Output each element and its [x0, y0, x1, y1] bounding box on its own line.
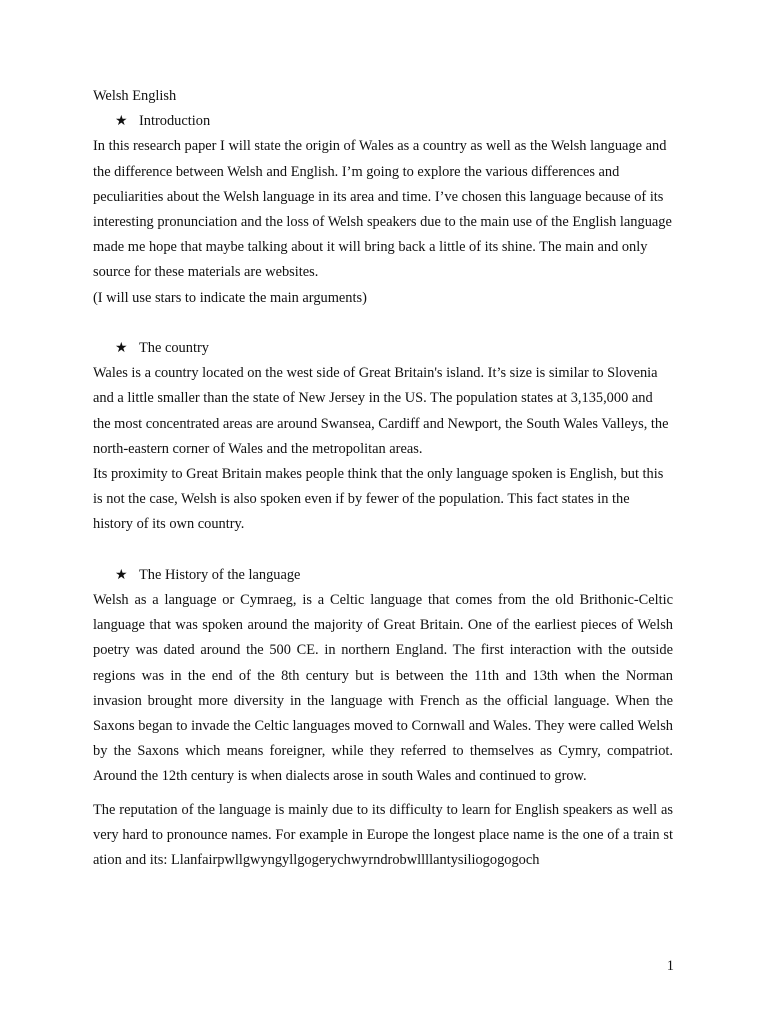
history-paragraph: Welsh as a language or Cymraeg, is a Celtic language that comes from the old Brithonic-Celtic language that was spoken around the majority of Great Britain. One of the earliest pieces of Welsh poetry was dated around the 500 CE. in northern England. The first interaction with the outside regions was in the end of the 8th century but is between the 11th and 13th when the Norman invasion brought more diversity in the language with French as the official language. When the Saxons began to invade the Celtic languages moved to Cornwall and Wales. They were called Welsh by the Saxons which means foreigner, while they referred to themselves as Cymry, compatriot. Around the 12th century is when dialects arose in south Wales and continued to grow.	[93, 592, 673, 785]
section-heading-label: The History of the language	[139, 566, 301, 583]
page-number: 1	[666, 958, 674, 974]
section-heading-label: Introduction	[139, 113, 211, 130]
country-paragraph: Its proximity to Great Britain makes people think that the only language spoken is English, but this is not the case, Welsh is also spoken even if by fewer of the population. This fact states in the history of its own country.	[93, 466, 664, 533]
section-spacer	[93, 311, 673, 336]
star-icon: ★	[115, 113, 128, 130]
star-icon: ★	[115, 340, 128, 357]
section-spacer	[93, 538, 673, 563]
document-page	[93, 84, 673, 873]
section-heading-label: The country	[139, 340, 209, 357]
star-icon: ★	[115, 566, 128, 583]
section-heading-introduction	[93, 109, 673, 134]
paragraph-spacer	[93, 790, 673, 798]
intro-note: (I will use stars to indicate the main arguments)	[93, 289, 367, 306]
history-paragraph: The reputation of the language is mainly due to its difficulty to learn for English speakers as well as very hard to pronounce names. For example in Europe the longest place name is the one of a train station and its: Llanfairpwllgwyngyllgogerychwyrndrobwllllantysiliogogogoch	[93, 801, 673, 869]
section-heading-country	[93, 336, 673, 361]
section-heading-history	[93, 563, 673, 588]
country-paragraph: Wales is a country located on the west side of Great Britain's island. It’s size is similar to Slovenia and a little smaller than the state of New Jersey in the US. The population states at 3,135,000 and the most concentrated areas are around Swansea, Cardiff and Newport, the South Wales Valleys, the north-eastern corner of Wales and the metropolitan areas.	[93, 365, 669, 457]
document-title: Welsh English	[93, 88, 177, 104]
intro-paragraph: In this research paper I will state the origin of Wales as a country as well as the Welsh language and the difference between Welsh and English. I’m going to explore the various differences and peculiarities about the Welsh language in its area and time. I’ve chosen this language because of its interesting pronunciation and the loss of Welsh speakers due to the main use of the English language made me hope that maybe talking about it will bring back a little of its shine. The main and only source for these materials are websites.	[93, 138, 672, 281]
